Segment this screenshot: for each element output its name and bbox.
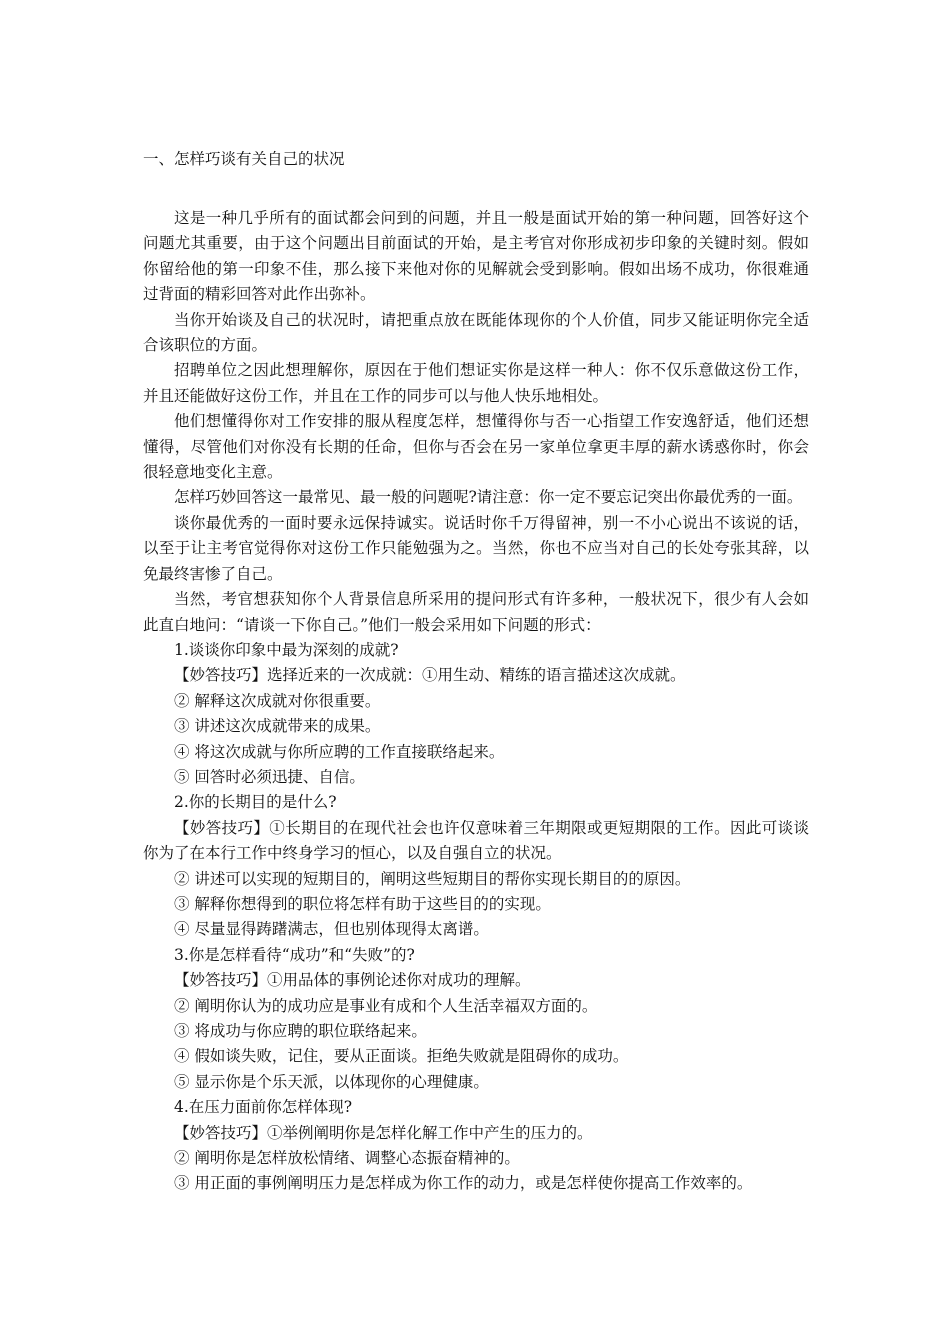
paragraph: 当你开始谈及自己的状况时，请把重点放在既能体现你的个人价值，同步又能证明你完全适合该职位的方面。 [143,310,809,355]
paragraph: 招聘单位之因此想理解你，原因在于他们想证实你是这样一种人：你不仅乐意做这份工作，并且还能做好这份工作，并且在工作的同步可以与他人快乐地相处。 [143,361,809,405]
answer-tip: 【妙答技巧】①用品体的事例论述你对成功的理解。 [174,971,531,990]
answer-tip: 【妙答技巧】①举例阐明你是怎样化解工作中产生的压力的。 [174,1123,593,1142]
answer-tip: 【妙答技巧】①长期目的在现代社会也许仅意味着三年期限或更短期限的工作。因此可谈谈你为了在本行工作中终身学习的恒心，以及自强自立的状况。 [143,818,809,863]
paragraph: 这是一种几乎所有的面试都会问到的问题，并且一般是面试开始的第一种问题，回答好这个问题尤其重要，由于这个问题出目前面试的开始，是主考官对你形成初步印象的关键时刻。假如你留给他的第一印象不佳，那么接下来他对你的见解就会受到影响。假如出场不成功，你很难通过背面的精彩回答对此作出弥补。 [143,209,809,304]
document-body [143,206,809,1197]
answer-tip: ③ 讲述这次成就带来的成果。 [174,717,381,736]
paragraph: 他们想懂得你对工作安排的服从程度怎样，想懂得你与否一心指望工作安逸舒适，他们还想懂得，尽管他们对你没有长期的任命，但你与否会在另一家单位拿更丰厚的薪水诱惑你时，你会很轻意地变化主意。 [143,412,809,482]
answer-tip: 【妙答技巧】选择近来的一次成就：①用生动、精练的语言描述这次成就。 [174,666,686,685]
answer-tip: ④ 将这次成就与你所应聘的工作直接联络起来。 [174,742,505,761]
answer-tip: ② 阐明你认为的成功应是事业有成和个人生活幸福双方面的。 [174,996,598,1015]
question-4: 4.在压力面前你怎样体现? [174,1098,353,1117]
answer-tip: ③ 将成功与你应聘的职位联络起来。 [174,1022,427,1040]
answer-tip: ③ 用正面的事例阐明压力是怎样成为你工作的动力，或是怎样使你提高工作效率的。 [174,1174,753,1193]
section-heading: 一、怎样巧谈有关自己的状况 [143,150,345,168]
paragraph: 怎样巧妙回答这一最常见、最一般的问题呢?请注意：你一定不要忘记突出你最优秀的一面。 [174,488,803,507]
answer-tip: ④ 尽量显得踌躇满志，但也别体现得太离谱。 [174,920,489,939]
question-3: 3.你是怎样看待“成功”和“失败”的? [174,945,415,964]
answer-tip: ⑤ 回答时必须迅捷、自信。 [174,767,365,786]
answer-tip: ② 阐明你是怎样放松情绪、调整心态振奋精神的。 [174,1149,520,1168]
answer-tip: ③ 解释你想得到的职位将怎样有助于这些目的的实现。 [174,894,551,913]
answer-tip: ⑤ 显示你是个乐天派，以体现你的心理健康。 [174,1072,489,1091]
paragraph: 谈你最优秀的一面时要永远保持诚实。说话时你千万得留神，别一不小心说出不该说的话，以至于让主考官觉得你对这份工作只能勉强为之。当然，你也不应当对自己的长处夸张其辞，以免最终害惨了自己。 [143,513,809,583]
answer-tip: ② 讲述可以实现的短期目的，阐明这些短期目的帮你实现长期目的的原因。 [174,869,691,888]
answer-tip: ② 解释这次成就对你很重要。 [174,691,381,710]
question-1: 1.谈谈你印象中最为深刻的成就? [174,640,399,659]
answer-tip: ④ 假如谈失败，记住，要从正面谈。拒绝失败就是阻碍你的成功。 [174,1047,629,1066]
question-2: 2.你的长期目的是什么? [174,793,337,812]
paragraph: 当然，考官想获知你个人背景信息所采用的提问形式有许多种，一般状况下，很少有人会如此直白地问：“请谈一下你自己。”他们一般会采用如下问题的形式： [143,590,809,634]
